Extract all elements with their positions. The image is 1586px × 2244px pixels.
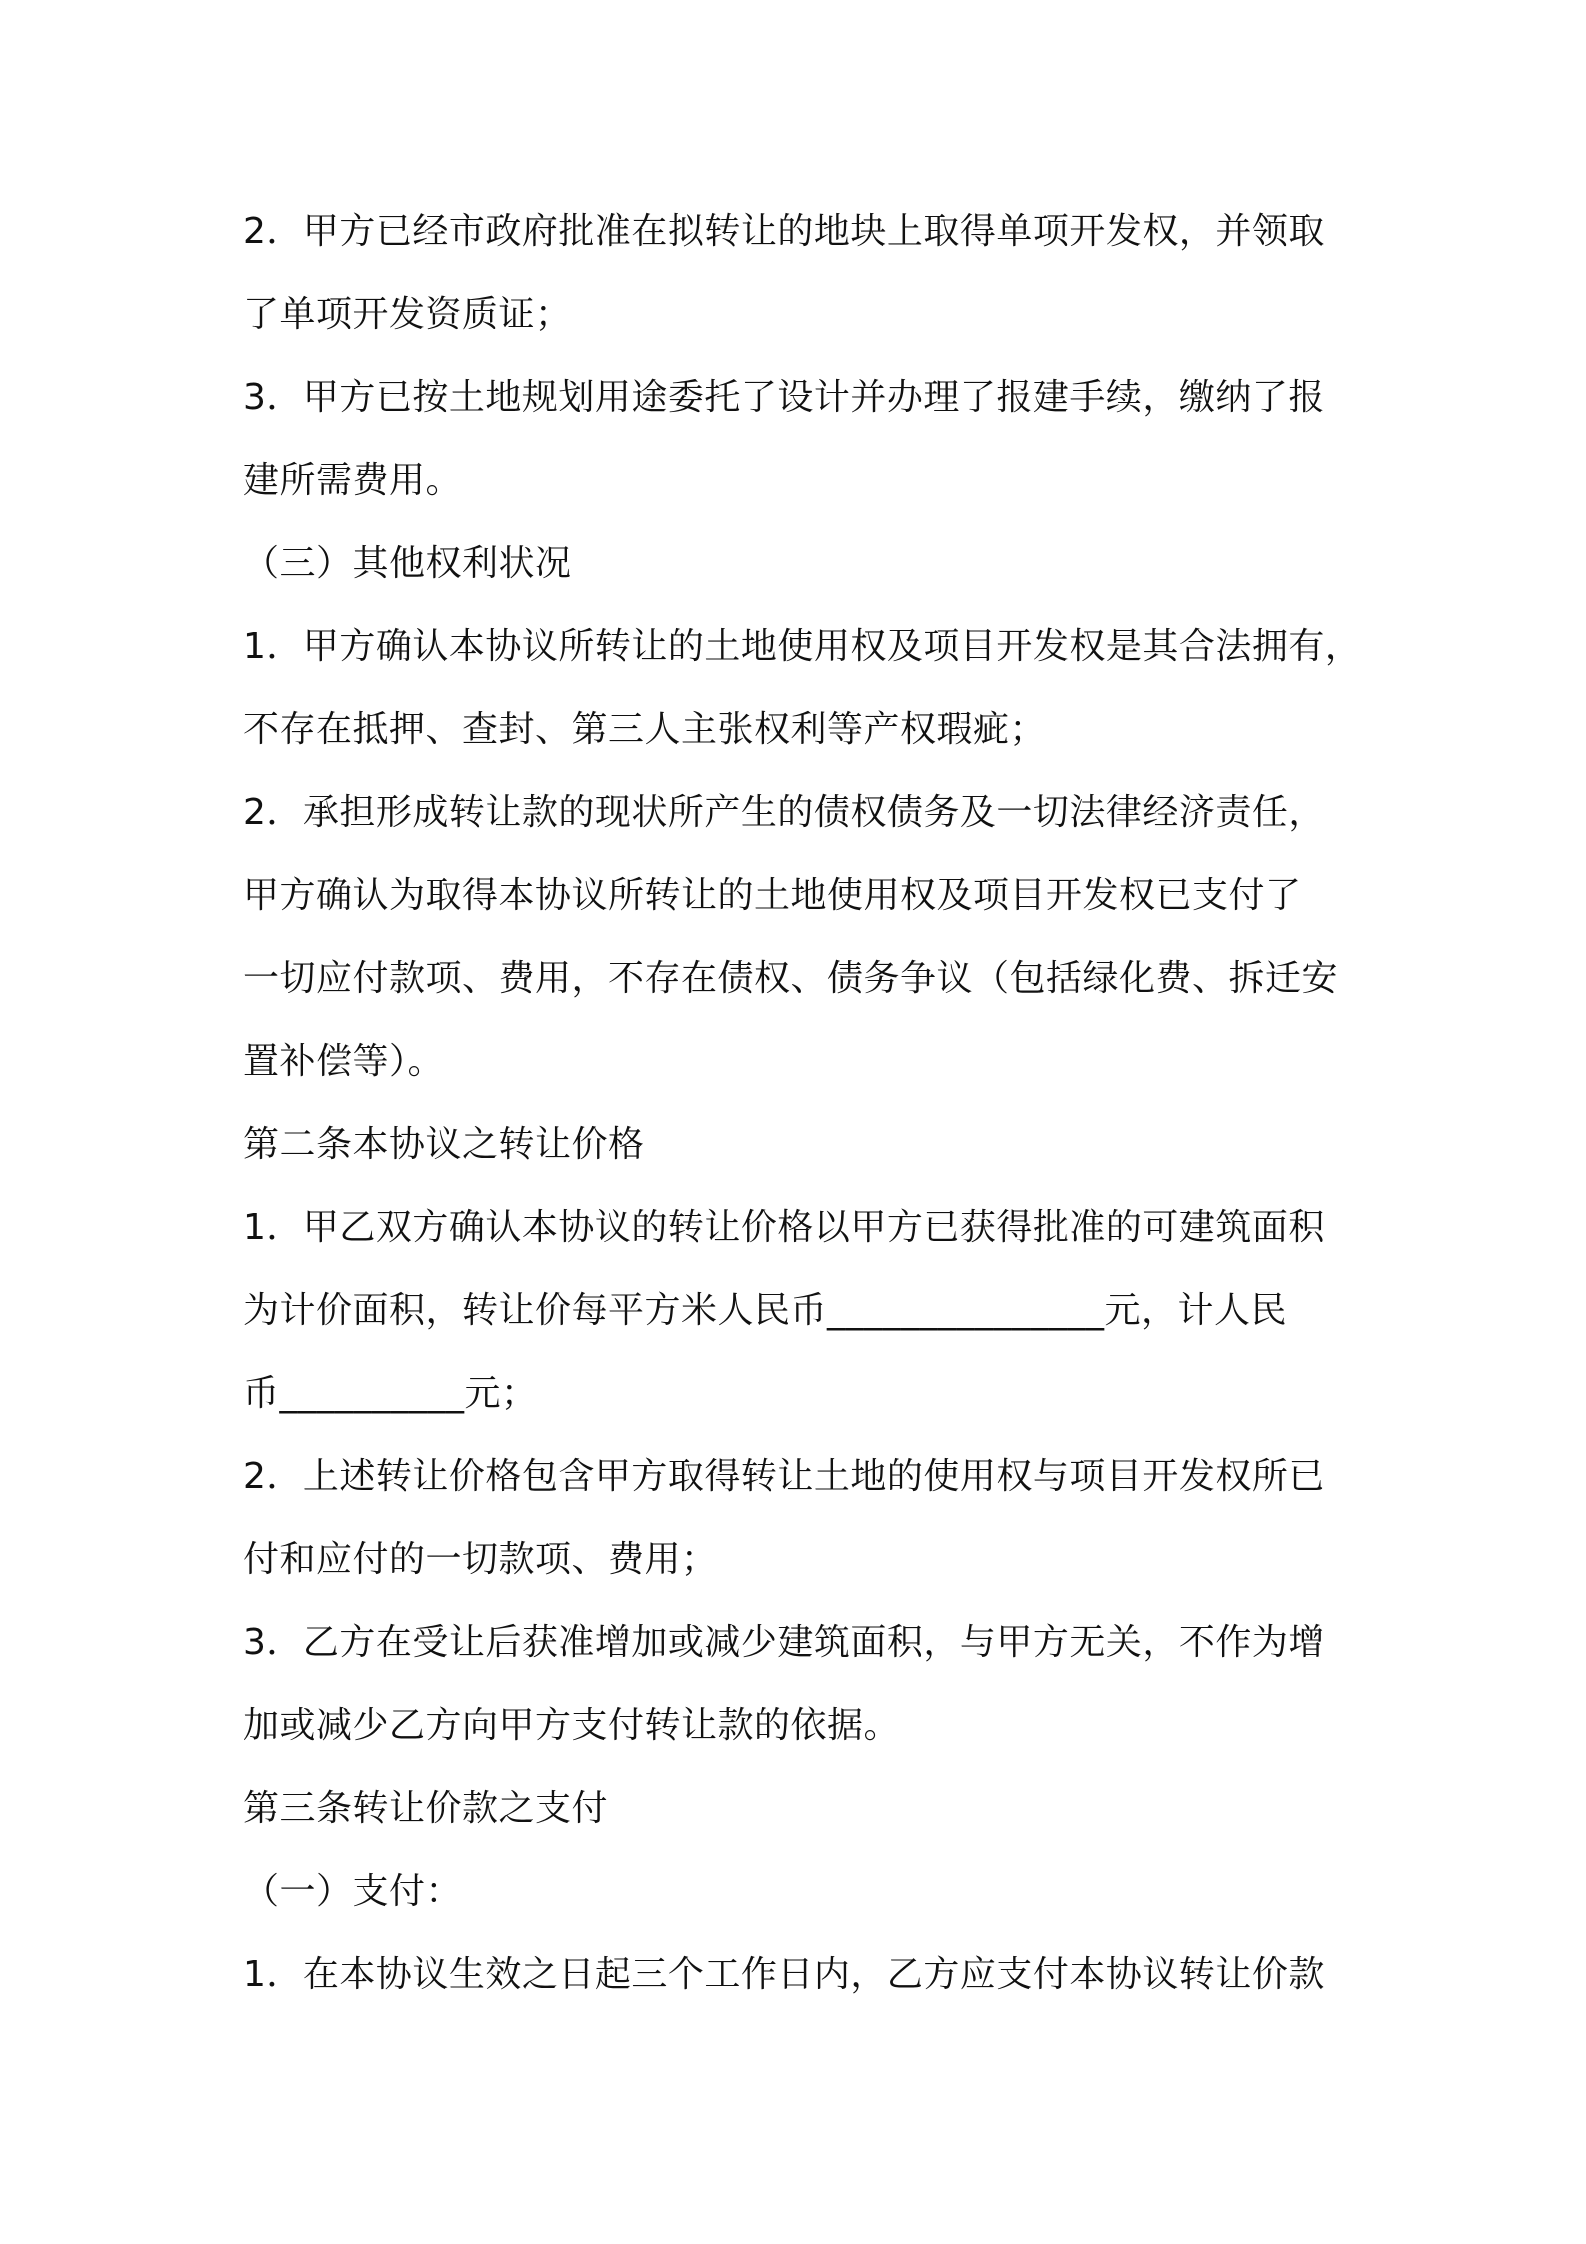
text-line: 1．甲方确认本协议所转让的土地使用权及项目开发权是其合法拥有， [243,626,1362,667]
text-line: 甲方确认为取得本协议所转让的土地使用权及项目开发权已支付了 [243,875,1302,916]
text-line: 为计价面积，转让价每平方米人民币_______________元，计人民 [243,1290,1288,1331]
text-line: 3．乙方在受让后获准增加或减少建筑面积，与甲方无关，不作为增 [243,1622,1325,1663]
text-line: 一切应付款项、费用，不存在债权、债务争议（包括绿化费、拆迁安 [243,958,1339,999]
text-line: 3．甲方已按土地规划用途委托了设计并办理了报建手续，缴纳了报 [243,377,1325,418]
text-line: 置补偿等）。 [243,1041,445,1082]
text-line: 了单项开发资质证； [243,294,572,335]
text-line: 建所需费用。 [243,460,463,501]
text-line: 1．甲乙双方确认本协议的转让价格以甲方已获得批准的可建筑面积 [243,1207,1325,1248]
text-line: 2．承担形成转让款的现状所产生的债权债务及一切法律经济责任， [243,792,1325,833]
text-line: 加或减少乙方向甲方支付转让款的依据。 [243,1705,901,1746]
section-heading: （一）支付： [243,1871,463,1912]
text-line: 不存在抵押、查封、第三人主张权利等产权瑕疵； [243,709,1047,750]
text-line: 币__________元； [243,1373,538,1414]
section-heading: （三）其他权利状况 [243,543,572,584]
article-heading: 第二条本协议之转让价格 [243,1124,645,1165]
article-heading: 第三条转让价款之支付 [243,1788,609,1829]
text-line: 付和应付的一切款项、费用； [243,1539,718,1580]
text-line: 1．在本协议生效之日起三个工作日内，乙方应支付本协议转让价款 [243,1954,1325,1995]
text-line: 2．上述转让价格包含甲方取得转让土地的使用权与项目开发权所已 [243,1456,1325,1497]
text-line: 2．甲方已经市政府批准在拟转让的地块上取得单项开发权，并领取 [243,211,1325,252]
